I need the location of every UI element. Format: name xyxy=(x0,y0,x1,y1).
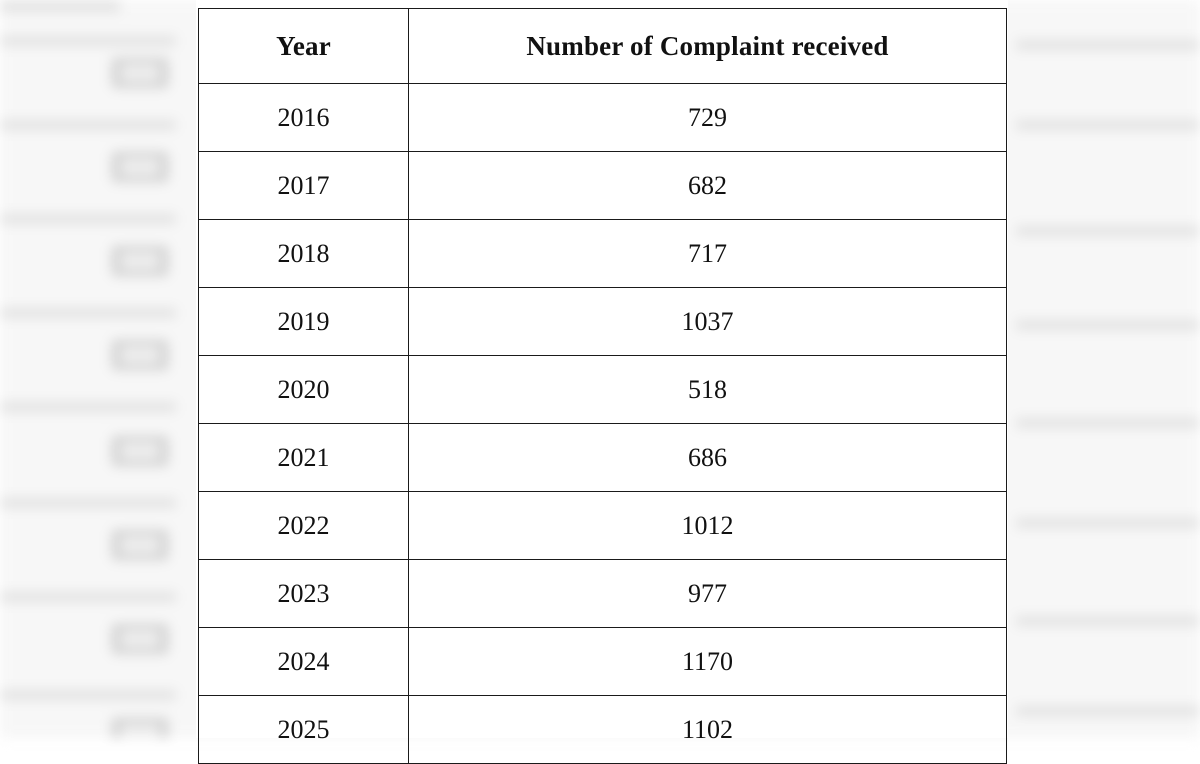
background-right-column xyxy=(1008,0,1200,738)
cell-complaints: 1037 xyxy=(409,288,1007,356)
cell-complaints: 729 xyxy=(409,84,1007,152)
column-header-year: Year xyxy=(199,9,409,84)
background-left-column xyxy=(0,0,196,738)
cell-year: 2020 xyxy=(199,356,409,424)
table-row xyxy=(199,560,1007,628)
table-row xyxy=(199,152,1007,220)
cell-complaints: 1170 xyxy=(409,628,1007,696)
cell-year: 2023 xyxy=(199,560,409,628)
cell-complaints: 1102 xyxy=(409,696,1007,764)
cell-year: 2025 xyxy=(199,696,409,764)
cell-year: 2021 xyxy=(199,424,409,492)
table-row xyxy=(199,696,1007,764)
table-row xyxy=(199,84,1007,152)
cell-year: 2016 xyxy=(199,84,409,152)
cell-year: 2024 xyxy=(199,628,409,696)
cell-year: 2022 xyxy=(199,492,409,560)
table-container xyxy=(198,8,1006,764)
table-body xyxy=(199,84,1007,764)
cell-complaints: 686 xyxy=(409,424,1007,492)
cell-complaints: 717 xyxy=(409,220,1007,288)
table-row xyxy=(199,356,1007,424)
table-row xyxy=(199,492,1007,560)
table-header-row xyxy=(199,9,1007,84)
table-row xyxy=(199,628,1007,696)
complaints-by-year-table xyxy=(198,8,1007,764)
cell-complaints: 518 xyxy=(409,356,1007,424)
cell-year: 2017 xyxy=(199,152,409,220)
cell-complaints: 1012 xyxy=(409,492,1007,560)
table-row xyxy=(199,288,1007,356)
column-header-complaints: Number of Complaint received xyxy=(409,9,1007,84)
table-row xyxy=(199,220,1007,288)
cell-year: 2018 xyxy=(199,220,409,288)
cell-complaints: 682 xyxy=(409,152,1007,220)
table-row xyxy=(199,424,1007,492)
cell-year: 2019 xyxy=(199,288,409,356)
cell-complaints: 977 xyxy=(409,560,1007,628)
